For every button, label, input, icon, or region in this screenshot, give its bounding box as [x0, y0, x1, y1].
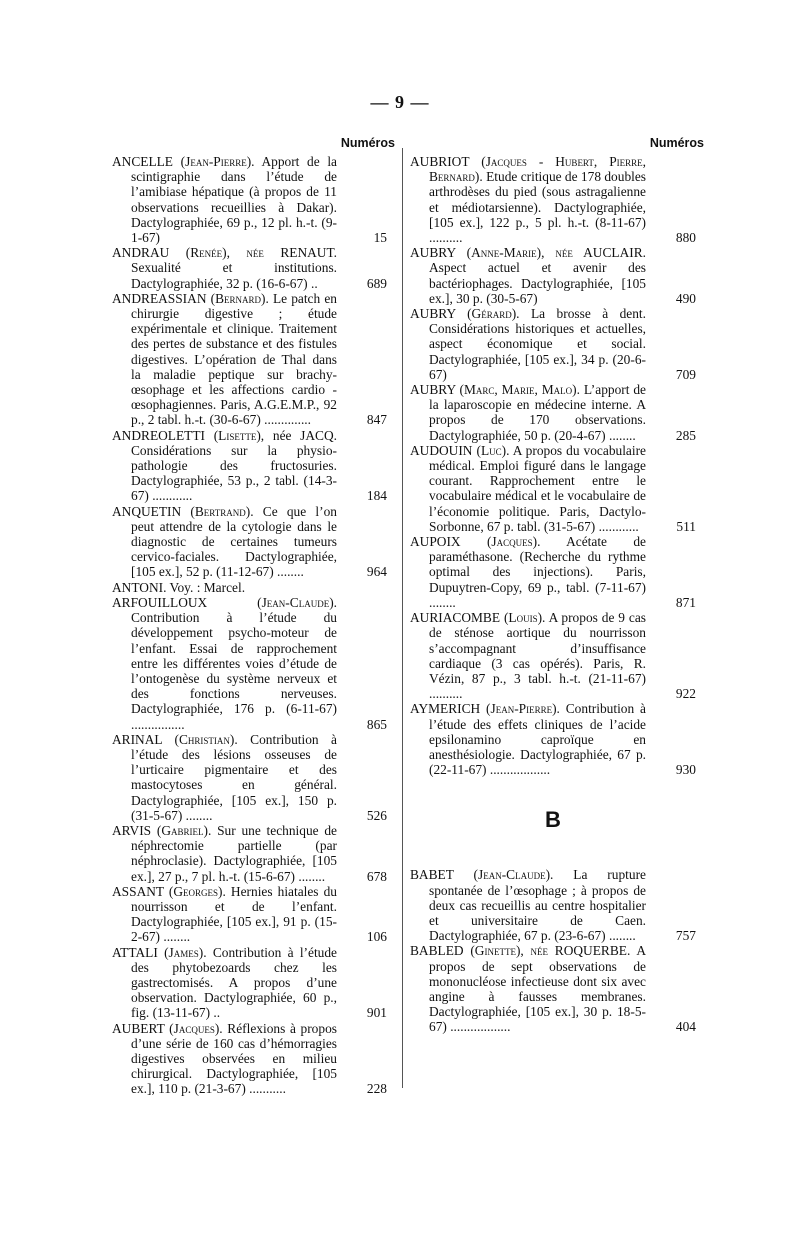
author-given-name: (Jean-Pierre).	[486, 701, 560, 717]
author-surname: ANCELLE	[112, 154, 173, 169]
entry-text: Sur une technique de néphrectomie partielle (par néphroclasie). Dactylographiée, [105 ex.], 27 p., 7 pl. h.-t. (15-6-67) ........	[131, 822, 337, 884]
entry-number: 922	[675, 686, 696, 702]
bibliography-entry	[112, 245, 387, 291]
bibliography-entry	[410, 154, 696, 245]
entry-number: 865	[366, 716, 387, 732]
entry-list	[410, 154, 696, 777]
author-surname: ANQUETIN	[112, 503, 182, 519]
column-divider	[402, 148, 403, 1088]
entry-number: 689	[366, 275, 387, 291]
author-surname: ANTONI.	[112, 579, 167, 595]
entry-number: 847	[366, 412, 387, 428]
author-surname: BABLED	[410, 943, 464, 959]
author-surname: AUBRY	[410, 382, 456, 398]
entry-number: 404	[675, 1019, 696, 1035]
entry-text: Aspect actuel et avenir des bactériophages. Dactylographiée, [105 ex.], 30 p. (30-5-67)	[429, 260, 646, 306]
entry-text: A propos de sept observations de mononucléose infectieuse dont six avec angine à fausses membranes. Dactylographiée, [105 ex.], 30 p. 18-5-67) ..................	[429, 943, 646, 1035]
author-given-name: (Jean-Pierre).	[180, 154, 255, 169]
entry-number: 901	[366, 1005, 387, 1021]
entry-list	[112, 154, 387, 1097]
author-given-name: (Marc, Marie, Malo).	[459, 382, 580, 398]
author-given-name: (Louis).	[503, 610, 546, 626]
author-given-name: (Jacques - Hubert, Pierre, Bernard).	[429, 154, 646, 185]
author-surname: ARINAL	[112, 731, 163, 747]
page-number: — 9 —	[370, 92, 430, 112]
bibliography-entry	[112, 884, 387, 945]
author-surname: AURIACOMBE	[410, 610, 501, 626]
entry-number: 15	[373, 230, 387, 246]
entry-text: A propos de 9 cas de sténose aortique du nourrisson s’accompagnant d’insuffisance cardiaque (3 cas opérés). Paris, R. Vézin, 87 p., 3 tabl. h.-t. (21-11-67) ..........	[429, 610, 646, 702]
author-surname: ASSANT	[112, 883, 164, 899]
author-surname: ANDREOLETTI	[112, 427, 205, 443]
entry-text: Etude critique de 178 doubles arthrodèses du pied (sous astragalienne et médiotarsienne). Dactylographiée, [105 ex.], 122 p., 5 pl. h.-t. (8-11-67) ..........	[429, 169, 647, 246]
entry-text: née JACQ. Considérations sur la physio-pathologie des fructosuries. Dactylographiée, 53 p., 2 tabl. (14-3-67) ............	[131, 427, 337, 504]
bibliography-entry	[112, 291, 387, 428]
author-given-name: (James).	[164, 944, 207, 960]
author-given-name: (Gérard).	[467, 306, 520, 322]
left-column	[112, 132, 395, 1097]
entry-text: Réflexions à propos d’une série de 160 cas d’hémorragies digestives observées en milieu chirurgical. Dactylographiée, [105 ex.], 110 p. (21-3-67) ...........	[131, 1020, 337, 1097]
entry-number: 678	[366, 868, 387, 884]
author-surname: AUBRY	[410, 245, 456, 261]
entry-number: 964	[366, 564, 387, 580]
entry-number: 757	[675, 928, 696, 944]
bibliography-entry	[410, 443, 696, 534]
entry-number: 880	[675, 230, 696, 246]
entry-list	[410, 867, 696, 1034]
bibliography-entry	[410, 943, 696, 1034]
bibliography-entry	[112, 945, 387, 1021]
bibliography-entry	[112, 504, 387, 580]
author-surname: AUPOIX	[410, 534, 461, 550]
entry-number: 511	[676, 518, 696, 534]
entry-text: Contribution à l’étude des phytobezoards chez les gastrectomisés. A propos d’une observation. Dactylographiée, 60 p., fig. (13-11-67) ..	[131, 944, 337, 1021]
entry-text: La brosse à dent. Considérations historiques et actuelles, aspect économique et social. Dactylographiée, [105 ex.], 34 p. (20-6-67)	[429, 306, 646, 382]
author-surname: AUBERT	[112, 1020, 165, 1036]
entry-text: Contribution à l’étude des lésions osseuses de l’urticaire pigmentaire et des mastocytoses en général. Dactylographiée, [105 ex.], 150 p. (31-5-67) ........	[131, 731, 337, 823]
author-given-name: (Bernard).	[210, 290, 269, 306]
bibliography-entry	[410, 610, 696, 701]
entry-number: 709	[675, 366, 696, 382]
section-letter: B	[545, 807, 561, 833]
entry-number: 526	[366, 807, 387, 823]
author-given-name: (Jean-Claude).	[257, 594, 337, 610]
entry-number: 285	[675, 427, 696, 443]
author-given-name: (Jacques).	[486, 534, 541, 550]
bibliography-entry	[410, 534, 696, 610]
author-surname: AYMERICH	[410, 701, 481, 717]
bibliography-entry	[112, 823, 387, 884]
author-given-name: (Jacques).	[169, 1020, 223, 1036]
author-surname: AUDOUIN	[410, 442, 473, 458]
column-header: Numéros	[340, 136, 395, 150]
entry-text: Sexualité et institutions. Dactylographiée, 32 p. (16-6-67) ..	[131, 260, 337, 291]
author-surname: ATTALI	[112, 944, 158, 960]
right-column	[410, 132, 704, 1035]
author-given-name: (Jean-Claude).	[473, 867, 554, 883]
entry-text: A propos du vocabulaire médical. Emploi figuré dans le langage courant. Rapprochement entre le vocabulaire médical et le vocabulaire de l’économie politique. Paris, Dactylo-Sorbonne, 67 p. tabl. (31-5-67) ............	[429, 442, 646, 534]
author-given-name: (Ginette), née ROQUERBE.	[470, 943, 631, 959]
entry-text: La rupture spontanée de l’œsophage ; à propos de deux cas recueillis au centre hospitalier et universitaire de Caen. Dactylographiée, 67 p. (23-6-67) ........	[429, 867, 646, 944]
bibliography-entry	[410, 867, 696, 943]
entry-text: Le patch en chirurgie digestive ; étude expérimentale et clinique. Traitement des pertes de substance et des fistules digestives. L’opération de Thal dans la maladie peptique sur brachy-œsophage et les affections cardio - œsophagiennes. Paris, A.G.E.M.P., 92 p., 2 tabl. h.-t. (30-6-67) ..............	[131, 290, 337, 428]
bibliography-entry	[410, 382, 696, 443]
author-given-name: (Christian).	[174, 731, 238, 747]
author-given-name: (Anne-Marie), née AUCLAIR.	[466, 245, 646, 261]
author-given-name: (Renée), née RENAUT.	[185, 245, 337, 261]
bibliography-entry	[410, 245, 696, 306]
author-surname: AUBRIOT	[410, 154, 470, 169]
author-surname: ARVIS	[112, 822, 152, 838]
author-surname: ANDREASSIAN	[112, 290, 207, 306]
author-given-name: (Bertrand).	[190, 503, 254, 519]
column-header: Numéros	[649, 136, 704, 150]
author-given-name: (Gabriel).	[156, 822, 212, 838]
bibliography-entry	[112, 580, 387, 595]
author-given-name: (Lisette),	[213, 427, 265, 443]
entry-number: 228	[366, 1081, 387, 1097]
entry-text: L’apport de la laparoscopie en médecine interne. A propos de 170 observations. Dactylographiée, 50 p. (20-4-67) ........	[429, 382, 646, 443]
author-surname: AUBRY	[410, 306, 456, 322]
entry-text: Contribution à l’étude du développement psycho-moteur de l’enfant. Essai de rapprochement entre les différentes voies d’étude de l’ontogenèse du système nerveux et des fonctions nerveuses. Dactylographiée, 176 p. (6-11-67) ................	[131, 610, 337, 732]
bibliography-entry	[112, 732, 387, 823]
author-surname: ANDRAU	[112, 245, 170, 261]
entry-number: 184	[366, 488, 387, 504]
bibliography-entry	[410, 306, 696, 382]
entry-text: Voy. : Marcel.	[169, 579, 246, 595]
author-surname: ARFOUILLOUX	[112, 594, 208, 610]
entry-number: 871	[675, 594, 696, 610]
entry-text: Apport de la scintigraphie dans l’étude de l’amibiase hépatique (à propos de 11 observations recueillies à Dakar). Dactylographiée, 69 p., 12 pl. h.-t. (9-1-67)	[131, 154, 338, 246]
entry-text: Hernies hiatales du nourrisson et de l’enfant. Dactylographiée, [105 ex.], 91 p. (15-2-67) ........	[131, 883, 337, 945]
author-surname: BABET	[410, 867, 454, 883]
entry-text: Acétate de paraméthasone. (Recherche du rythme optimal des injections). Paris, Dupuytren-Copy, 69 p., tabl. (7-11-67) ........	[429, 534, 646, 610]
entry-number: 930	[675, 762, 696, 778]
entry-text: Contribution à l’étude des effets cliniques de l’acide epsilonamino caproïque en anesthésiologie. Dactylographiée, 67 p. (22-11-67) ..................	[429, 701, 646, 778]
entry-number: 490	[675, 290, 696, 306]
author-given-name: (Luc).	[476, 442, 510, 458]
bibliography-entry	[112, 595, 387, 732]
entry-number: 106	[366, 929, 387, 945]
bibliography-entry	[112, 1021, 387, 1097]
bibliography-entry	[112, 154, 387, 245]
bibliography-entry	[410, 701, 696, 777]
entry-text: Ce que l’on peut attendre de la cytologie dans le diagnostic de certaines tumeurs cervico-faciales. Dactylographiée, [105 ex.], 52 p. (11-12-67) ........	[131, 503, 337, 580]
bibliography-entry	[112, 428, 387, 504]
author-given-name: (Georges).	[168, 883, 226, 899]
